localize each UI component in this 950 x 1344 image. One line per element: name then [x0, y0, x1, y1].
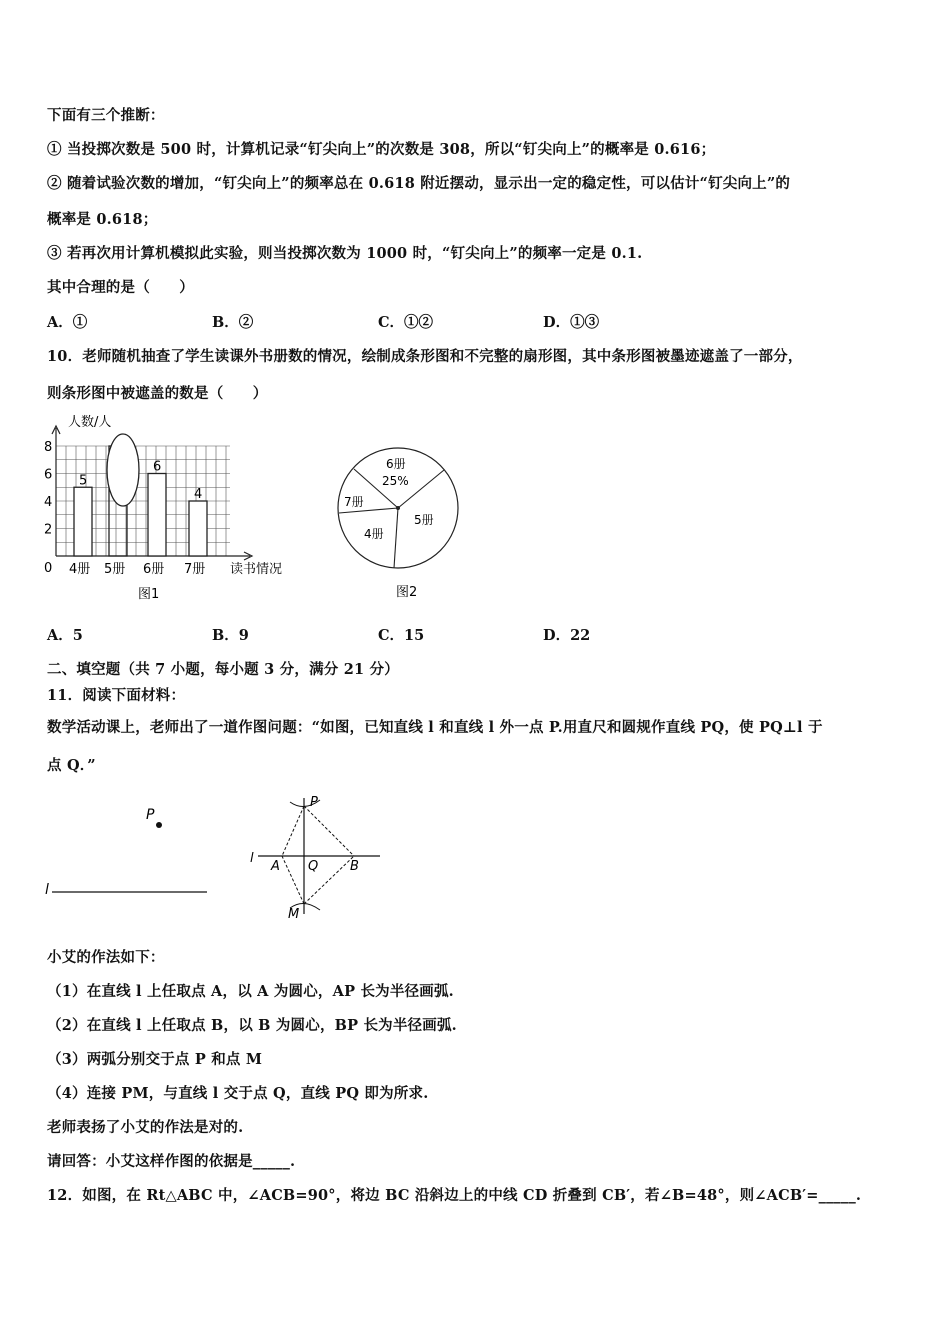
q9-inference-2: ② 随着试验次数的增加，“钉尖向上”的频率总在 0.618 附近摆动，显示出一定的稳定性，可以估计“钉尖向上”的	[47, 175, 791, 192]
q12-text: 12．如图，在 Rt△ABC 中，∠ACB=90°，将边 BC 沿斜边上的中线 CD 折叠到 CB′，若∠B=48°，则∠ACB′=_____.	[47, 1187, 862, 1204]
label-q: Q	[308, 859, 319, 874]
q10-option-b: B．9	[212, 627, 249, 644]
q11-text-cont: 点 Q．”	[47, 757, 96, 774]
y-tick-label: 8	[44, 440, 53, 455]
q9-option-c: C．①②	[378, 314, 434, 331]
q11-praise: 老师表扬了小艾的作法是对的.	[47, 1119, 244, 1136]
slice-label-5: 5册	[414, 513, 434, 527]
fig2-caption: 图2	[396, 585, 418, 600]
q9-question: 其中合理的是（ ）	[47, 279, 194, 296]
q11-given-figure	[42, 795, 222, 905]
label-l: l	[250, 851, 254, 866]
q9-option-b: B．②	[212, 314, 254, 331]
label-p: P	[310, 795, 318, 810]
y-tick-label: 0	[44, 561, 53, 576]
dashed-segments	[282, 806, 354, 904]
label-b: B	[350, 859, 359, 874]
bar-value-label: 4	[194, 487, 203, 502]
q10-text: 10．老师随机抽查了学生读课外书册数的情况，绘制成条形图和不完整的扇形图，其中条形图被墨迹遮盖了一部分，	[47, 348, 803, 365]
y-tick-label: 2	[44, 522, 53, 538]
q10-option-d: D．22	[543, 627, 591, 644]
x-tick-label: 5册	[104, 562, 126, 577]
q9-inference-1: ① 当投掷次数是 500 时，计算机记录“钉尖向上”的次数是 308，所以“钉尖向上”的概率是 0.616；	[47, 141, 716, 158]
bar-chart-figure	[40, 410, 305, 610]
q11-step-2: （2）在直线 l 上任取点 B，以 B 为圆心，BP 长为半径画弧.	[47, 1017, 457, 1034]
x-axis-label: 读书情况	[230, 562, 283, 577]
fig1-caption: 图1	[138, 587, 160, 602]
label-p: P	[146, 807, 155, 823]
label-l: l	[45, 882, 49, 898]
q9-inference-3: ③ 若再次用计算机模拟此实验，则当投掷次数为 1000 时，“钉尖向上”的频率一定是 0.1.	[47, 245, 643, 262]
q11-title: 11．阅读下面材料：	[47, 687, 186, 704]
q9-option-a: A．①	[47, 314, 88, 331]
bar-value-label: 5	[79, 473, 88, 489]
bar-4册	[74, 487, 92, 556]
y-axis-label: 人数/人	[68, 415, 112, 430]
pie-chart-figure	[330, 440, 470, 605]
q9-option-d: D．①③	[543, 314, 600, 331]
q11-method-title: 小艾的作法如下：	[47, 949, 165, 966]
slice-label-4: 4册	[364, 527, 384, 541]
q11-step-4: （4）连接 PM，与直线 l 交于点 Q，直线 PQ 即为所求.	[47, 1085, 429, 1102]
slice-percent-6: 25%	[382, 474, 409, 488]
slice-label-7: 7册	[344, 495, 364, 509]
bar-value-label: 6	[153, 459, 162, 475]
y-tick-label: 6	[44, 467, 53, 483]
ink-blot	[107, 434, 139, 506]
x-tick-label: 6册	[143, 562, 165, 577]
x-tick-label: 4册	[69, 562, 91, 577]
q11-step-3: （3）两弧分别交于点 P 和点 M	[47, 1051, 263, 1068]
q9-intro: 下面有三个推断：	[47, 107, 165, 124]
x-tick-label: 7册	[184, 562, 206, 577]
q10-option-c: C．15	[378, 627, 425, 644]
q11-text: 数学活动课上，老师出了一道作图问题：“如图，已知直线 l 和直线 l 外一点 P.用直尺和圆规作直线 PQ，使 PQ⊥l 于	[47, 719, 823, 736]
q9-inference-2-cont: 概率是 0.618；	[47, 211, 158, 228]
section-2-title: 二、填空题（共 7 小题，每小题 3 分，满分 21 分）	[47, 661, 399, 678]
q11-step-1: （1）在直线 l 上任取点 A，以 A 为圆心，AP 长为半径画弧.	[47, 983, 454, 1000]
slice-label-6: 6册	[386, 457, 406, 471]
y-tick-label: 4	[44, 495, 53, 510]
bar-6册	[148, 474, 166, 557]
label-a: A	[271, 859, 280, 874]
q10-text-cont: 则条形图中被遮盖的数是（ ）	[47, 385, 268, 402]
pie-center	[396, 506, 400, 510]
q11-construction-figure	[244, 792, 384, 922]
q11-answer-prompt: 请回答：小艾这样作图的依据是_____.	[47, 1153, 296, 1170]
bar-7册	[189, 501, 207, 556]
label-m: M	[288, 907, 300, 922]
q10-option-a: A．5	[47, 627, 83, 644]
point-p	[156, 822, 162, 828]
